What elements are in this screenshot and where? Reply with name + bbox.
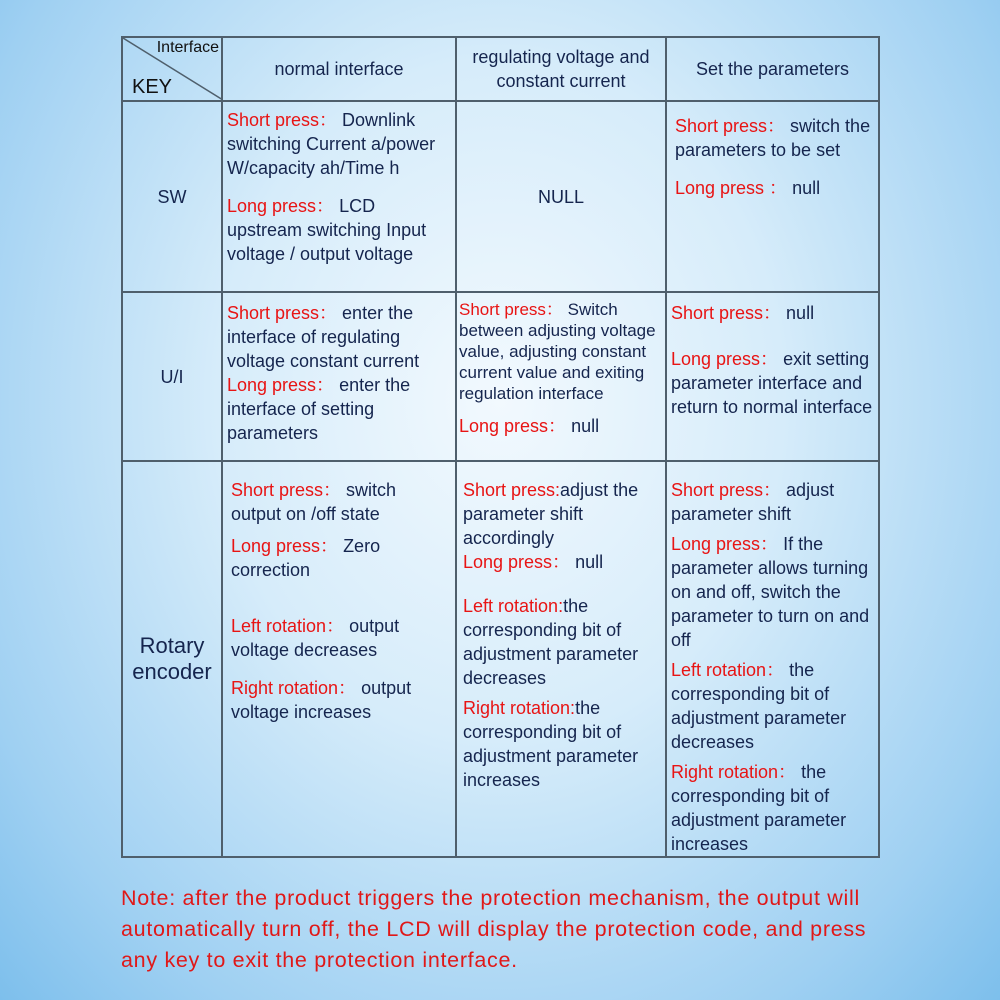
cell-ui-set	[666, 292, 879, 461]
col-header-set: Set the parameters	[666, 37, 879, 101]
entry-long-press: Long press： LCD upstream switching Input voltage / output voltage	[227, 196, 427, 264]
row-ui	[122, 292, 879, 461]
entry-long-press: Long press： null	[459, 416, 600, 436]
corner-cell	[122, 37, 222, 101]
protection-note: Note: after the product triggers the protection mechanism, the output will automatically turn off, the LCD will display the protection code, and press any key to exit the protection interface.	[121, 886, 867, 972]
entry-right-rotation: Right rotation:the corresponding bit of adjustment parameter increases	[463, 698, 639, 790]
entry-right-rotation: Right rotation： output voltage increases	[231, 678, 412, 722]
row-key-line2: encoder	[132, 659, 212, 684]
cell-rotary-normal	[222, 461, 456, 857]
row-key-line1: Rotary	[139, 633, 205, 658]
entry-short-press: Short press： switch output on /off state	[231, 480, 397, 524]
entry-long-press: Long press ： null	[675, 178, 821, 198]
row-sw	[122, 101, 879, 292]
entry-right-rotation: Right rotation： the corresponding bit of adjustment parameter increases	[671, 762, 847, 854]
entry-long-press: Long press： null	[463, 552, 604, 572]
cell-sw-normal	[222, 101, 456, 292]
entry-short-press: Short press： adjust parameter shift	[671, 480, 835, 524]
entry-left-rotation: Left rotation： output voltage decreases	[231, 616, 400, 660]
entry-short-press: Short press： switch the parameters to be set	[675, 116, 871, 160]
corner-interface-label: Interface	[156, 39, 219, 56]
header-row	[122, 37, 879, 101]
cell-rotary-regulating	[456, 461, 666, 857]
col-header-normal: normal interface	[222, 37, 456, 101]
entry-long-press: Long press： Zero correction	[231, 536, 381, 580]
cell-sw-set	[666, 101, 879, 292]
entry-short-press: Short press： Downlink switching Current a/power W/capacity ah/Time h	[227, 110, 436, 178]
cell-ui-normal	[222, 292, 456, 461]
entry-short-press: Short press： enter the interface of regulating voltage constant current	[227, 303, 420, 371]
entry-long-press: Long press： exit setting parameter interface and return to normal interface	[671, 349, 873, 417]
entry-long-press: Long press： If the parameter allows turning on and off, switch the parameter to turn on and off	[671, 534, 870, 650]
row-key-ui: U/I	[122, 292, 222, 461]
entry-short-press: Short press： null	[671, 303, 815, 323]
entry-left-rotation: Left rotation： the corresponding bit of adjustment parameter decreases	[671, 660, 847, 752]
row-key-rotary-encoder	[122, 461, 222, 857]
entry-left-rotation: Left rotation:the corresponding bit of adjustment parameter decreases	[463, 596, 639, 688]
key-function-table	[121, 36, 880, 858]
entry-long-press: Long press： enter the interface of setting parameters	[227, 375, 411, 443]
cell-sw-regulating: NULL	[456, 101, 666, 292]
row-key-sw: SW	[122, 101, 222, 292]
entry-short-press: Short press： Switch between adjusting voltage value, adjusting constant current value and exiting regulation interface	[459, 300, 656, 403]
cell-ui-regulating	[456, 292, 666, 461]
col-header-regulating: regulating voltage and constant current	[456, 37, 666, 101]
corner-key-label: KEY	[132, 76, 173, 98]
row-rotary-encoder	[122, 461, 879, 857]
entry-short-press: Short press:adjust the parameter shift accordingly	[463, 480, 639, 548]
cell-rotary-set	[666, 461, 879, 857]
